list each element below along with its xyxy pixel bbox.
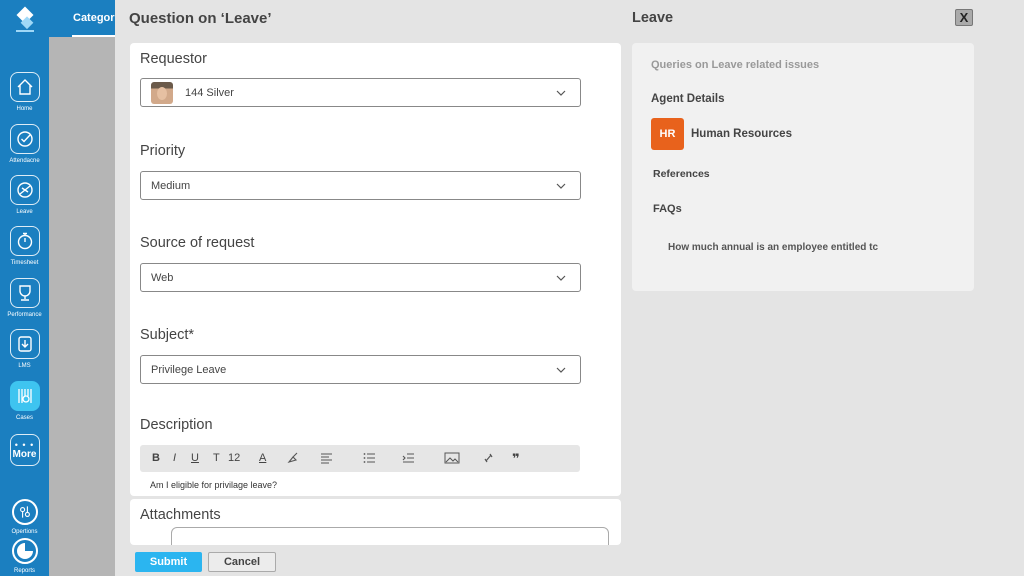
underline-button[interactable]: U xyxy=(191,452,199,464)
bold-button[interactable]: B xyxy=(152,452,160,464)
submit-button[interactable]: Submit xyxy=(135,552,202,572)
font-size-select[interactable]: 12 xyxy=(228,452,241,464)
indent-icon[interactable] xyxy=(402,452,415,465)
agent-details-heading: Agent Details xyxy=(651,93,725,105)
settings-icon xyxy=(12,499,38,525)
nav-item-more[interactable] xyxy=(0,434,49,484)
strikethrough-button[interactable]: T xyxy=(213,452,220,464)
form-card xyxy=(130,43,621,496)
subject-value: Privilege Leave xyxy=(151,364,227,376)
more-icon xyxy=(10,434,40,466)
pie-chart-icon xyxy=(12,538,38,564)
nav-label-home: Home xyxy=(16,106,33,112)
nav-label-leave: Leave xyxy=(16,209,33,215)
attachments-dropzone[interactable] xyxy=(171,527,609,545)
nav-label-lms: LMS xyxy=(18,363,31,369)
app-logo xyxy=(10,6,40,36)
home-icon xyxy=(10,72,40,102)
download-icon xyxy=(10,329,40,359)
font-color-button[interactable]: A xyxy=(259,452,267,464)
close-button[interactable]: X xyxy=(955,9,973,26)
side-panel-title: Leave xyxy=(632,10,674,26)
highlight-icon[interactable] xyxy=(287,452,300,465)
priority-select[interactable] xyxy=(140,171,581,200)
cancel-button[interactable]: Cancel xyxy=(208,552,276,572)
stopwatch-icon xyxy=(10,226,40,256)
subject-select[interactable] xyxy=(140,355,581,384)
subject-label: Subject* xyxy=(140,327,195,343)
agent-badge: HR xyxy=(651,118,684,150)
chevron-down-icon xyxy=(556,88,566,98)
nav-label-reports: Reports xyxy=(13,568,35,574)
attachments-card xyxy=(130,499,621,545)
link-icon[interactable] xyxy=(482,452,495,465)
source-label: Source of request xyxy=(140,235,255,251)
requestor-value: 144 Silver xyxy=(185,87,234,99)
nav-label-cases: Cases xyxy=(15,415,33,421)
source-value: Web xyxy=(151,272,174,284)
agent-name: Human Resources xyxy=(691,128,792,140)
chevron-down-icon xyxy=(556,181,566,191)
side-panel-subtitle: Queries on Leave related issues xyxy=(651,59,820,71)
dialog-title: Question on ‘Leave’ xyxy=(129,10,272,27)
list-icon[interactable] xyxy=(363,452,376,465)
nav-item-timesheet[interactable] xyxy=(0,226,49,276)
description-label: Description xyxy=(140,417,213,433)
nav-item-lms[interactable] xyxy=(0,329,49,379)
italic-button[interactable]: I xyxy=(173,452,177,464)
chevron-down-icon xyxy=(556,273,566,283)
chevron-down-icon xyxy=(556,365,566,375)
nav-label-attendance: Attendacne xyxy=(9,158,40,164)
align-icon[interactable] xyxy=(320,452,333,465)
description-text[interactable]: Am I eligible for privilage leave? xyxy=(150,480,278,490)
leave-icon xyxy=(10,175,40,205)
more-label: More xyxy=(12,448,37,460)
faqs-heading[interactable]: FAQs xyxy=(653,203,682,215)
attachments-label: Attachments xyxy=(140,507,221,523)
nav-item-leave[interactable] xyxy=(0,175,49,225)
references-link[interactable]: References xyxy=(653,168,710,180)
nav-rail xyxy=(0,0,49,576)
nav-label-operations: Opertions xyxy=(11,529,38,535)
priority-label: Priority xyxy=(140,143,186,159)
background-overlay xyxy=(49,37,115,576)
quote-icon[interactable]: ❞ xyxy=(512,451,520,466)
source-select[interactable] xyxy=(140,263,581,292)
side-panel-card xyxy=(632,43,974,291)
more-dots: • • • xyxy=(14,439,35,450)
nav-label-timesheet: Timesheet xyxy=(10,260,39,266)
question-dialog xyxy=(115,0,1024,576)
requestor-label: Requestor xyxy=(140,51,207,67)
trophy-icon xyxy=(10,278,40,308)
check-circle-icon xyxy=(10,124,40,154)
nav-item-cases[interactable] xyxy=(0,381,49,431)
priority-value: Medium xyxy=(151,180,191,192)
nav-label-performance: Performance xyxy=(7,312,42,318)
nav-item-home[interactable] xyxy=(0,72,49,122)
editor-toolbar xyxy=(140,445,580,472)
cases-icon xyxy=(10,381,40,411)
tab-categories[interactable]: Categor xyxy=(73,12,115,24)
nav-item-reports[interactable] xyxy=(0,538,49,576)
nav-item-performance[interactable] xyxy=(0,278,49,328)
nav-item-attendance[interactable] xyxy=(0,124,49,174)
image-icon[interactable] xyxy=(444,452,460,465)
requestor-select[interactable] xyxy=(140,78,581,107)
avatar xyxy=(151,82,173,104)
faq-item[interactable]: How much annual is an employee entitled tc xyxy=(668,242,879,253)
